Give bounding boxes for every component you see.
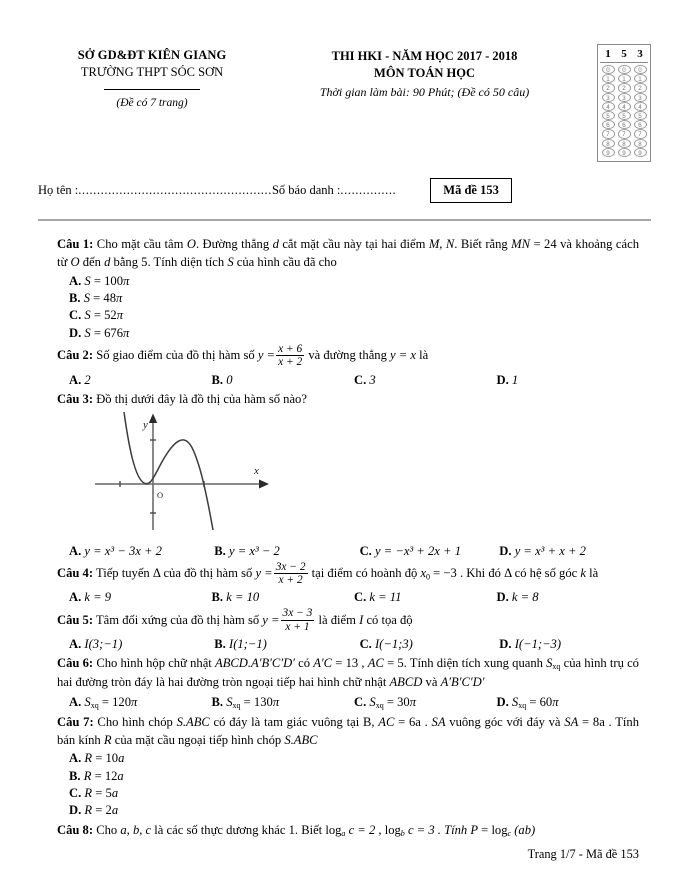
- option-letter: C.: [359, 637, 372, 652]
- question-7: [57, 713, 639, 820]
- fraction-denominator: x + 1: [281, 620, 315, 634]
- bubble-option[interactable]: 9: [602, 148, 615, 157]
- option-text: k = 11: [369, 590, 402, 605]
- q7-math-1: S.ABC: [176, 714, 210, 729]
- q1-text-2: . Đường thẳng: [195, 236, 273, 251]
- bubble-option[interactable]: 7: [634, 129, 647, 138]
- q4-delta-1: Δ: [152, 566, 161, 581]
- q4-math-5: k: [580, 566, 586, 581]
- q4-subscript: 0: [426, 572, 431, 582]
- bubble-option[interactable]: 3: [618, 93, 631, 102]
- option-eq: = 12: [91, 768, 118, 783]
- answer-option[interactable]: [212, 371, 355, 389]
- bubble-row: [600, 83, 648, 92]
- page-footer: Trang 1/7 - Mã đề 153: [527, 847, 639, 861]
- answer-code-bubble-grid[interactable]: [597, 44, 651, 162]
- fraction-denominator: x + 2: [274, 573, 308, 587]
- option-sub: xq: [518, 700, 527, 710]
- q8-text-3: c = 2 ,: [345, 822, 385, 837]
- bubble-row: [600, 93, 648, 102]
- q6-math-5: ABCD: [389, 675, 423, 690]
- bubble-row: [600, 120, 648, 129]
- q3-text-1: Đồ thị dưới đây là đồ thị của hàm số nào?: [96, 391, 307, 406]
- bubble-option[interactable]: 1: [618, 74, 631, 83]
- page-header: [0, 0, 689, 162]
- option-text: k = 10: [226, 590, 260, 605]
- question-2-stem: Câu 2: Số giao điểm của đồ thị hàm số y = $\frac{x + 6}{x + 2}$ và đường thẳng y = x là: [57, 342, 429, 369]
- exam-title: THI HKI - NĂM HỌC 2017 - 2018: [331, 49, 518, 63]
- sbd-label: Số báo danh :: [271, 182, 341, 197]
- y-axis-arrow: [149, 414, 157, 424]
- option-var: S: [511, 694, 519, 709]
- question-7-answers: [57, 750, 639, 820]
- option-var: S: [226, 694, 233, 709]
- q4-delta-2: Δ: [504, 566, 512, 581]
- option-letter: D.: [496, 694, 509, 709]
- option-unit: π: [409, 694, 417, 709]
- answer-option[interactable]: [354, 588, 497, 606]
- bubble-row: [600, 65, 648, 74]
- option-letter: C.: [359, 543, 372, 558]
- bubble-option[interactable]: 3: [602, 93, 615, 102]
- question-8: [57, 821, 639, 840]
- option-var: R: [83, 768, 92, 783]
- question-3-stem: [57, 390, 639, 408]
- option-unit: π: [552, 694, 559, 709]
- fraction-numerator: x + 6: [278, 342, 303, 355]
- option-var: S: [84, 325, 91, 340]
- option-text: y = x³ − 3x + 2: [84, 543, 162, 558]
- answer-option[interactable]: [354, 693, 497, 712]
- option-eq: = 60: [526, 694, 553, 709]
- q6-math-4: S: [546, 656, 553, 671]
- option-unit: a: [111, 786, 119, 801]
- bubble-row: [600, 129, 648, 138]
- q8-math-1: a, b, c: [120, 822, 152, 837]
- question-2-label: Câu 2:: [57, 348, 94, 363]
- answer-option[interactable]: [214, 542, 359, 560]
- option-eq: = 48: [90, 291, 117, 306]
- option-var: R: [84, 751, 93, 766]
- option-letter: B.: [211, 372, 224, 387]
- option-text: 3: [369, 372, 376, 387]
- question-2-answers: [57, 371, 639, 389]
- bubble-rows[interactable]: [600, 63, 648, 157]
- pages-note: (Đề có 7 trang): [116, 96, 188, 109]
- q5-fraction: [281, 607, 315, 633]
- option-eq: = 52: [90, 308, 117, 323]
- answer-option[interactable]: [69, 768, 639, 785]
- bubble-option[interactable]: 4: [618, 102, 631, 111]
- question-5: [57, 608, 639, 654]
- bubble-option[interactable]: 6: [602, 120, 615, 129]
- q6-text-4: = 5. Tính diện tích xung quanh: [383, 656, 547, 671]
- bubble-option[interactable]: 8: [602, 139, 615, 148]
- option-letter: D.: [496, 372, 509, 387]
- question-3: [57, 390, 639, 560]
- bubble-option[interactable]: 5: [618, 111, 631, 120]
- q7-math-2: AC: [378, 714, 395, 729]
- q8-text-5: =: [478, 822, 492, 837]
- q8-log-base-1: a: [341, 829, 346, 839]
- option-sub: xq: [90, 700, 99, 710]
- q1-text-7: bằng 5. Tính diện tích: [110, 255, 228, 270]
- q5-text-1: Tâm đối xứng của đồ thị hàm số: [95, 612, 263, 627]
- bubble-row: [600, 148, 648, 157]
- question-6-answers: [57, 693, 639, 712]
- q6-math-3: AC: [367, 656, 384, 671]
- option-var: R: [84, 786, 93, 801]
- x-axis-label: x: [254, 465, 259, 478]
- question-1: [57, 235, 639, 342]
- sbd-input-dots[interactable]: ...............: [340, 182, 397, 197]
- bubble-option[interactable]: 9: [634, 148, 647, 157]
- option-var: S: [84, 308, 91, 323]
- bubble-option[interactable]: 8: [618, 139, 631, 148]
- option-var: R: [84, 803, 93, 818]
- option-text: y = x³ + x + 2: [514, 543, 586, 558]
- q2-text-1: Số giao điểm của đồ thị hàm số: [96, 348, 258, 363]
- q8-log-3: log: [491, 822, 508, 837]
- option-letter: B.: [69, 768, 81, 783]
- option-letter: A.: [69, 372, 82, 387]
- option-letter: B.: [214, 637, 226, 652]
- q7-math-4: SA: [564, 714, 579, 729]
- origin-label: O: [157, 490, 164, 501]
- option-eq: = 30: [383, 694, 410, 709]
- answer-option[interactable]: [69, 273, 639, 290]
- answer-option[interactable]: [69, 307, 639, 324]
- question-1-stem: [57, 235, 639, 272]
- answer-option[interactable]: [69, 750, 639, 767]
- option-var: S: [84, 694, 91, 709]
- cubic-function-graph: [91, 412, 281, 534]
- q1-text-4: . Biết rằng: [454, 236, 512, 251]
- q8-log-1: log: [325, 822, 342, 837]
- q1-text-8: của hình cầu đã cho: [233, 255, 337, 270]
- option-text: I(3;−1): [84, 637, 123, 652]
- option-unit: π: [116, 291, 123, 306]
- answer-option[interactable]: [69, 588, 212, 606]
- q1-text-3: cắt mặt cầu này tại hai điểm: [278, 236, 429, 251]
- option-letter: A.: [69, 637, 82, 652]
- candidate-info-row: [0, 178, 689, 203]
- option-unit: a: [118, 751, 125, 766]
- q7-text-3: = 6a .: [394, 714, 432, 729]
- option-text: 1: [511, 372, 519, 387]
- option-letter: B.: [214, 543, 226, 558]
- option-text: 0: [226, 372, 233, 387]
- option-unit: π: [272, 694, 280, 709]
- question-5-label: Câu 5:: [57, 612, 94, 627]
- bubble-option[interactable]: 0: [602, 65, 615, 74]
- question-3-label: Câu 3:: [57, 391, 94, 406]
- q6-text-5: của hình trụ có hai đường tròn đáy là hai đường tròn ngoại tiếp hai hình chữ nhật: [57, 656, 639, 690]
- bubble-row: [600, 102, 648, 111]
- bubble-option[interactable]: 2: [634, 83, 647, 92]
- option-letter: C.: [69, 786, 82, 801]
- q4-text-5: có hệ số góc: [511, 566, 581, 581]
- question-1-label: Câu 1:: [57, 236, 94, 251]
- q2-text-2: và đường thẳng: [305, 348, 391, 363]
- answer-option[interactable]: [497, 588, 640, 606]
- option-letter: B.: [69, 291, 81, 306]
- option-letter: A.: [69, 751, 82, 766]
- option-letter: A.: [69, 590, 82, 605]
- option-var: S: [83, 291, 91, 306]
- bubble-row: [600, 74, 648, 83]
- option-sub: xq: [375, 700, 384, 710]
- answer-option[interactable]: [69, 542, 214, 560]
- bubble-option[interactable]: 9: [618, 148, 631, 157]
- q8-text-4: c = 3 . Tính: [404, 822, 471, 837]
- option-eq: = 120: [98, 694, 131, 709]
- answer-option[interactable]: [214, 635, 359, 653]
- option-letter: C.: [69, 308, 82, 323]
- question-4-label: Câu 4:: [57, 566, 94, 581]
- option-eq: = 5: [92, 786, 112, 801]
- bubble-option[interactable]: 3: [634, 93, 647, 102]
- option-var: S: [369, 694, 376, 709]
- option-letter: D.: [69, 803, 82, 818]
- question-4-stem: Câu 4: Tiếp tuyến Δ của đồ thị hàm số y = $\frac{3x - 2}{x + 2}$ tại điểm có hoành độ $x_0 = -3$ . Khi đó Δ có hệ số góc k là: [57, 560, 599, 586]
- q6-math-1: ABCD.A′B′C′D′: [215, 656, 295, 671]
- option-eq: = 2: [92, 803, 112, 818]
- q7-text-6: của mặt cầu ngoại tiếp hình chóp: [111, 732, 285, 747]
- q7-text-1: Cho hình chóp: [97, 714, 177, 729]
- q5-text-2: là điểm: [315, 612, 360, 627]
- q5-math-2: I: [359, 612, 364, 627]
- question-1-answers: [57, 273, 639, 343]
- x-axis-arrow: [259, 480, 269, 489]
- q2-math-2: y = x: [390, 348, 417, 363]
- q8-log-base-2: b: [400, 829, 405, 839]
- answer-option[interactable]: [499, 635, 639, 653]
- q1-math-5: O: [70, 255, 80, 270]
- question-5-stem: Câu 5: Tâm đối xứng của đồ thị hàm số y = $\frac{3x - 3}{x + 1}$ là điểm I có tọa độ: [57, 607, 413, 633]
- q1-math-6: d: [104, 255, 111, 270]
- answer-option[interactable]: [354, 371, 497, 389]
- answer-option[interactable]: [69, 802, 639, 819]
- answer-option[interactable]: [212, 693, 355, 712]
- fraction-numerator: 3x − 3: [282, 607, 313, 620]
- bubble-option[interactable]: 1: [634, 74, 647, 83]
- option-unit: a: [111, 803, 119, 818]
- q6-text-3: = 13 ,: [332, 656, 368, 671]
- q1-math-1: O: [186, 236, 196, 251]
- bubble-option[interactable]: 7: [618, 129, 631, 138]
- exam-title-block: [266, 44, 583, 100]
- q1-math-4: MN: [511, 236, 531, 251]
- bubble-code-digits: [600, 47, 648, 63]
- bubble-option[interactable]: 0: [634, 65, 647, 74]
- answer-option[interactable]: [360, 542, 500, 560]
- questions-body: [0, 221, 689, 840]
- header-rule: [104, 89, 200, 90]
- q8-text-6: (ab): [511, 822, 536, 837]
- q8-text-1: Cho: [96, 822, 121, 837]
- q2-text-3: là: [416, 348, 429, 363]
- fullname-label: Họ tên :: [38, 182, 79, 197]
- q4-text-2: của đồ thị hàm số: [160, 566, 256, 581]
- q6-math-6: A′B′C′D′: [440, 675, 485, 690]
- bubble-option[interactable]: 4: [634, 102, 647, 111]
- option-letter: B.: [211, 694, 224, 709]
- option-letter: C.: [354, 590, 367, 605]
- option-text: y = x³ − 2: [229, 543, 280, 558]
- option-text: 2: [84, 372, 91, 387]
- q1-math-2: d: [272, 236, 279, 251]
- option-letter: A.: [69, 694, 82, 709]
- cubic-graph-figure: [57, 412, 639, 539]
- q4-text-4: = −3 . Khi đó: [430, 566, 505, 581]
- option-letter: C.: [354, 372, 367, 387]
- question-6-stem: [57, 654, 639, 691]
- answer-option[interactable]: [69, 635, 214, 653]
- bubble-option[interactable]: 4: [602, 102, 615, 111]
- option-text: I(−1;−3): [514, 637, 562, 652]
- option-text: k = 9: [84, 590, 112, 605]
- option-text: y = −x³ + 2x + 1: [374, 543, 461, 558]
- q4-fraction: [274, 561, 308, 587]
- q8-log-2: log: [384, 822, 401, 837]
- cubic-curve: [124, 412, 213, 530]
- option-text: I(−1;3): [374, 637, 413, 652]
- answer-option[interactable]: [497, 693, 640, 712]
- bubble-option[interactable]: 2: [618, 83, 631, 92]
- question-4-answers: [57, 588, 639, 606]
- question-8-label: Câu 8:: [57, 822, 94, 837]
- q6-text-2: có: [294, 656, 314, 671]
- option-unit: π: [123, 273, 130, 288]
- q1-math-7: S: [227, 255, 234, 270]
- option-letter: D.: [69, 325, 82, 340]
- bubble-option[interactable]: 5: [634, 111, 647, 120]
- option-eq: = 130: [240, 694, 273, 709]
- q6-text-6: và: [422, 675, 441, 690]
- exam-subject: MÔN TOÁN HỌC: [374, 65, 475, 80]
- option-letter: A.: [69, 543, 82, 558]
- q4-text-1: Tiếp tuyến: [95, 566, 153, 581]
- q8-text-2: là các số thực dương khác 1. Biết: [151, 822, 326, 837]
- exam-duration: Thời gian làm bài: 90 Phút; (Đề có 50 câu): [319, 85, 530, 99]
- answer-option[interactable]: [360, 635, 500, 653]
- option-letter: C.: [354, 694, 367, 709]
- school-block: [38, 44, 266, 109]
- q7-text-2: có đáy là tam giác vuông tại B,: [209, 714, 379, 729]
- answer-option[interactable]: [499, 542, 639, 560]
- q7-text-4: vuông góc với đáy và: [445, 714, 565, 729]
- option-text: I(1;−1): [229, 637, 267, 652]
- option-text: k = 8: [511, 590, 539, 605]
- bubble-row: [600, 111, 648, 120]
- exam-code-box: Mã đề 153: [430, 178, 512, 203]
- option-unit: π: [131, 694, 138, 709]
- option-sub: xq: [232, 700, 241, 710]
- bubble-option[interactable]: 0: [618, 65, 631, 74]
- q7-math-5: R: [103, 732, 112, 747]
- question-4: [57, 561, 639, 607]
- option-unit: a: [117, 768, 124, 783]
- answer-option[interactable]: [69, 325, 639, 342]
- answer-option[interactable]: [69, 693, 212, 712]
- bubble-row: [600, 139, 648, 148]
- question-3-answers: [57, 542, 639, 560]
- option-unit: π: [123, 325, 130, 340]
- bubble-digit: 1: [605, 48, 611, 60]
- q4-text-6: là: [585, 566, 599, 581]
- answer-option[interactable]: [212, 588, 355, 606]
- q6-text-1: Cho hình hộp chữ nhật: [96, 656, 215, 671]
- option-letter: D.: [499, 543, 512, 558]
- question-5-answers: [57, 635, 639, 653]
- question-6-label: Câu 6:: [57, 656, 94, 671]
- option-eq: = 676: [90, 325, 123, 340]
- fullname-input-dots[interactable]: ....................................................: [78, 182, 272, 197]
- q5-text-3: có tọa độ: [363, 612, 413, 627]
- question-8-stem: [57, 821, 639, 840]
- option-letter: A.: [69, 273, 82, 288]
- bubble-option[interactable]: 2: [602, 83, 615, 92]
- bubble-option[interactable]: 5: [602, 111, 615, 120]
- q1-math-3: M, N: [428, 236, 455, 251]
- q4-math-3: x: [420, 566, 427, 581]
- school-name: TRƯỜNG THPT SÓC SƠN: [80, 64, 224, 79]
- q1-text-6: đến: [79, 255, 105, 270]
- bubble-option[interactable]: 8: [634, 139, 647, 148]
- question-2: [57, 343, 639, 389]
- bubble-option[interactable]: 1: [602, 74, 615, 83]
- option-letter: B.: [211, 590, 224, 605]
- y-axis-label: y: [143, 419, 148, 432]
- q7-math-3: SA: [431, 714, 446, 729]
- q2-fraction: [276, 343, 304, 369]
- answer-option[interactable]: [69, 290, 639, 307]
- q8-log-base-3: c: [507, 829, 512, 839]
- answer-option[interactable]: [497, 371, 640, 389]
- question-7-stem: [57, 713, 639, 750]
- answer-option[interactable]: [69, 371, 212, 389]
- question-6: [57, 654, 639, 711]
- q8-math-4: P: [470, 822, 479, 837]
- option-letter: D.: [499, 637, 512, 652]
- bubble-option[interactable]: 7: [602, 129, 615, 138]
- answer-option[interactable]: [69, 785, 639, 802]
- q6-math-2: A′C: [313, 656, 333, 671]
- department-name: SỞ GD&ĐT KIÊN GIANG: [77, 48, 227, 62]
- q1-text-5: = 24 và khoảng cách từ: [57, 236, 639, 270]
- q7-math-6: S.ABC: [284, 732, 318, 747]
- q4-text-3: tại điểm có hoành độ: [308, 566, 421, 581]
- fraction-numerator: 3x − 2: [275, 560, 306, 573]
- option-eq: = 100: [90, 273, 123, 288]
- fraction-denominator: x + 2: [278, 356, 303, 369]
- q1-text-1: Cho mặt cầu tâm: [96, 236, 187, 251]
- q7-text-5: = 8a . Tính bán kính: [57, 714, 640, 747]
- bubble-option[interactable]: 6: [634, 120, 647, 129]
- option-var: S: [84, 273, 91, 288]
- option-eq: = 10: [92, 751, 119, 766]
- q6-subscript: xq: [552, 662, 561, 672]
- bubble-digit: 3: [637, 48, 643, 60]
- question-7-label: Câu 7:: [57, 714, 94, 729]
- bubble-digit: 5: [621, 48, 627, 60]
- option-letter: D.: [496, 590, 509, 605]
- bubble-option[interactable]: 6: [618, 120, 631, 129]
- option-unit: π: [116, 308, 124, 323]
